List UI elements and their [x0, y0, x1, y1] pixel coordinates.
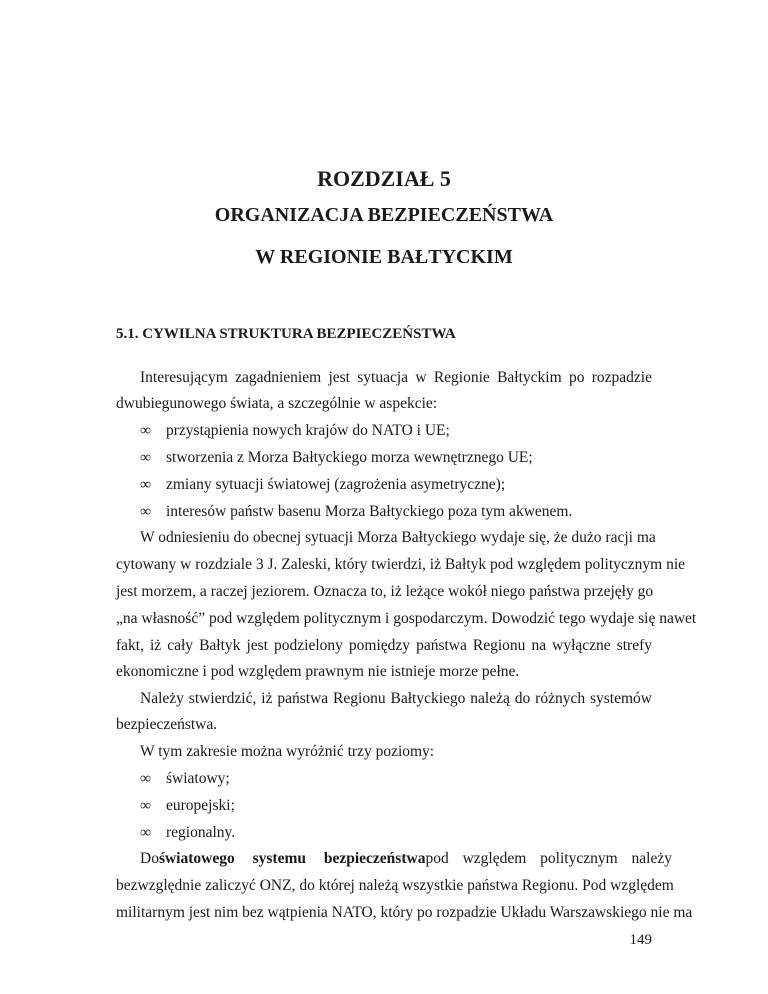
list-item: ∞ regionalny. [140, 824, 236, 841]
paragraph-4: W tym zakresie można wyróżnić trzy poziomy: [140, 743, 435, 760]
bullet-icon: ∞ [140, 824, 152, 841]
bold-term: światowego systemu bezpieczeństwa [158, 850, 426, 867]
list-item: ∞ zmiany sytuacji światowej (zagrożenia asymetryczne); [140, 476, 506, 493]
paragraph-2-line-1: W odniesieniu do obecnej sytuacji Morza Bałtyckiego wydaje się, że dużo racji ma [140, 529, 656, 546]
chapter-number: ROZDZIAŁ 5 [317, 166, 451, 191]
bullet-icon: ∞ [140, 797, 152, 814]
bullet-icon: ∞ [140, 476, 152, 493]
bullet-icon: ∞ [140, 503, 152, 520]
paragraph-2-line-4: „na własność” pod względem politycznym i gospodarczym. Dowodzić tego wydaje się nawet [116, 610, 697, 627]
list-item: ∞ światowy; [140, 770, 230, 787]
list-item: ∞ interesów państw basenu Morza Bałtyckiego poza tym akwenem. [140, 503, 573, 520]
chapter-title-line-2: W REGIONIE BAŁTYCKIM [255, 246, 513, 268]
list-item: ∞ europejski; [140, 797, 235, 814]
bullet-icon: ∞ [140, 422, 152, 439]
list-item: ∞ przystąpienia nowych krajów do NATO i UE; [140, 422, 450, 439]
list-item: ∞ stworzenia z Morza Bałtyckiego morza wewnętrznego UE; [140, 449, 533, 466]
page-number: 149 [629, 932, 652, 948]
paragraph-2-line-5: fakt, iż cały Bałtyk jest podzielony pomiędzy państwa Regionu na wyłączne strefy [116, 637, 652, 654]
paragraph-2-line-6: ekonomiczne i pod względem prawnym nie istnieje morze pełne. [116, 663, 520, 680]
section-heading: 5.1. CYWILNA STRUKTURA BEZPIECZEŃSTWA [116, 326, 456, 342]
paragraph-1-line-1: Interesującym zagadnieniem jest sytuacja w Regionie Bałtyckim po rozpadzie [140, 369, 652, 386]
bullet-icon: ∞ [140, 770, 152, 787]
paragraph-5-line-1: Do światowego systemu bezpieczeństwa pod względem politycznym należy [140, 850, 672, 867]
bullet-icon: ∞ [140, 449, 152, 466]
paragraph-3-line-1: Należy stwierdzić, iż państwa Regionu Bałtyckiego należą do różnych systemów [140, 690, 652, 707]
paragraph-2-line-2: cytowany w rozdziale 3 J. Zaleski, który twierdzi, iż Bałtyk pod względem politycznym nie [116, 556, 686, 573]
paragraph-3-line-2: bezpieczeństwa. [116, 716, 218, 733]
paragraph-5-line-3: militarnym jest nim bez wątpienia NATO, który po rozpadzie Układu Warszawskiego nie ma [116, 904, 693, 921]
paragraph-2-line-3: jest morzem, a raczej jeziorem. Oznacza to, iż leżące wokół niego państwa przejęły go [116, 583, 654, 600]
paragraph-5-line-2: bezwzględnie zaliczyć ONZ, do której należą wszystkie państwa Regionu. Pod względem [116, 877, 674, 894]
paragraph-1-line-2: dwubiegunowego świata, a szczególnie w aspekcie: [116, 395, 438, 412]
chapter-title-line-1: ORGANIZACJA BEZPIECZEŃSTWA [214, 204, 554, 226]
